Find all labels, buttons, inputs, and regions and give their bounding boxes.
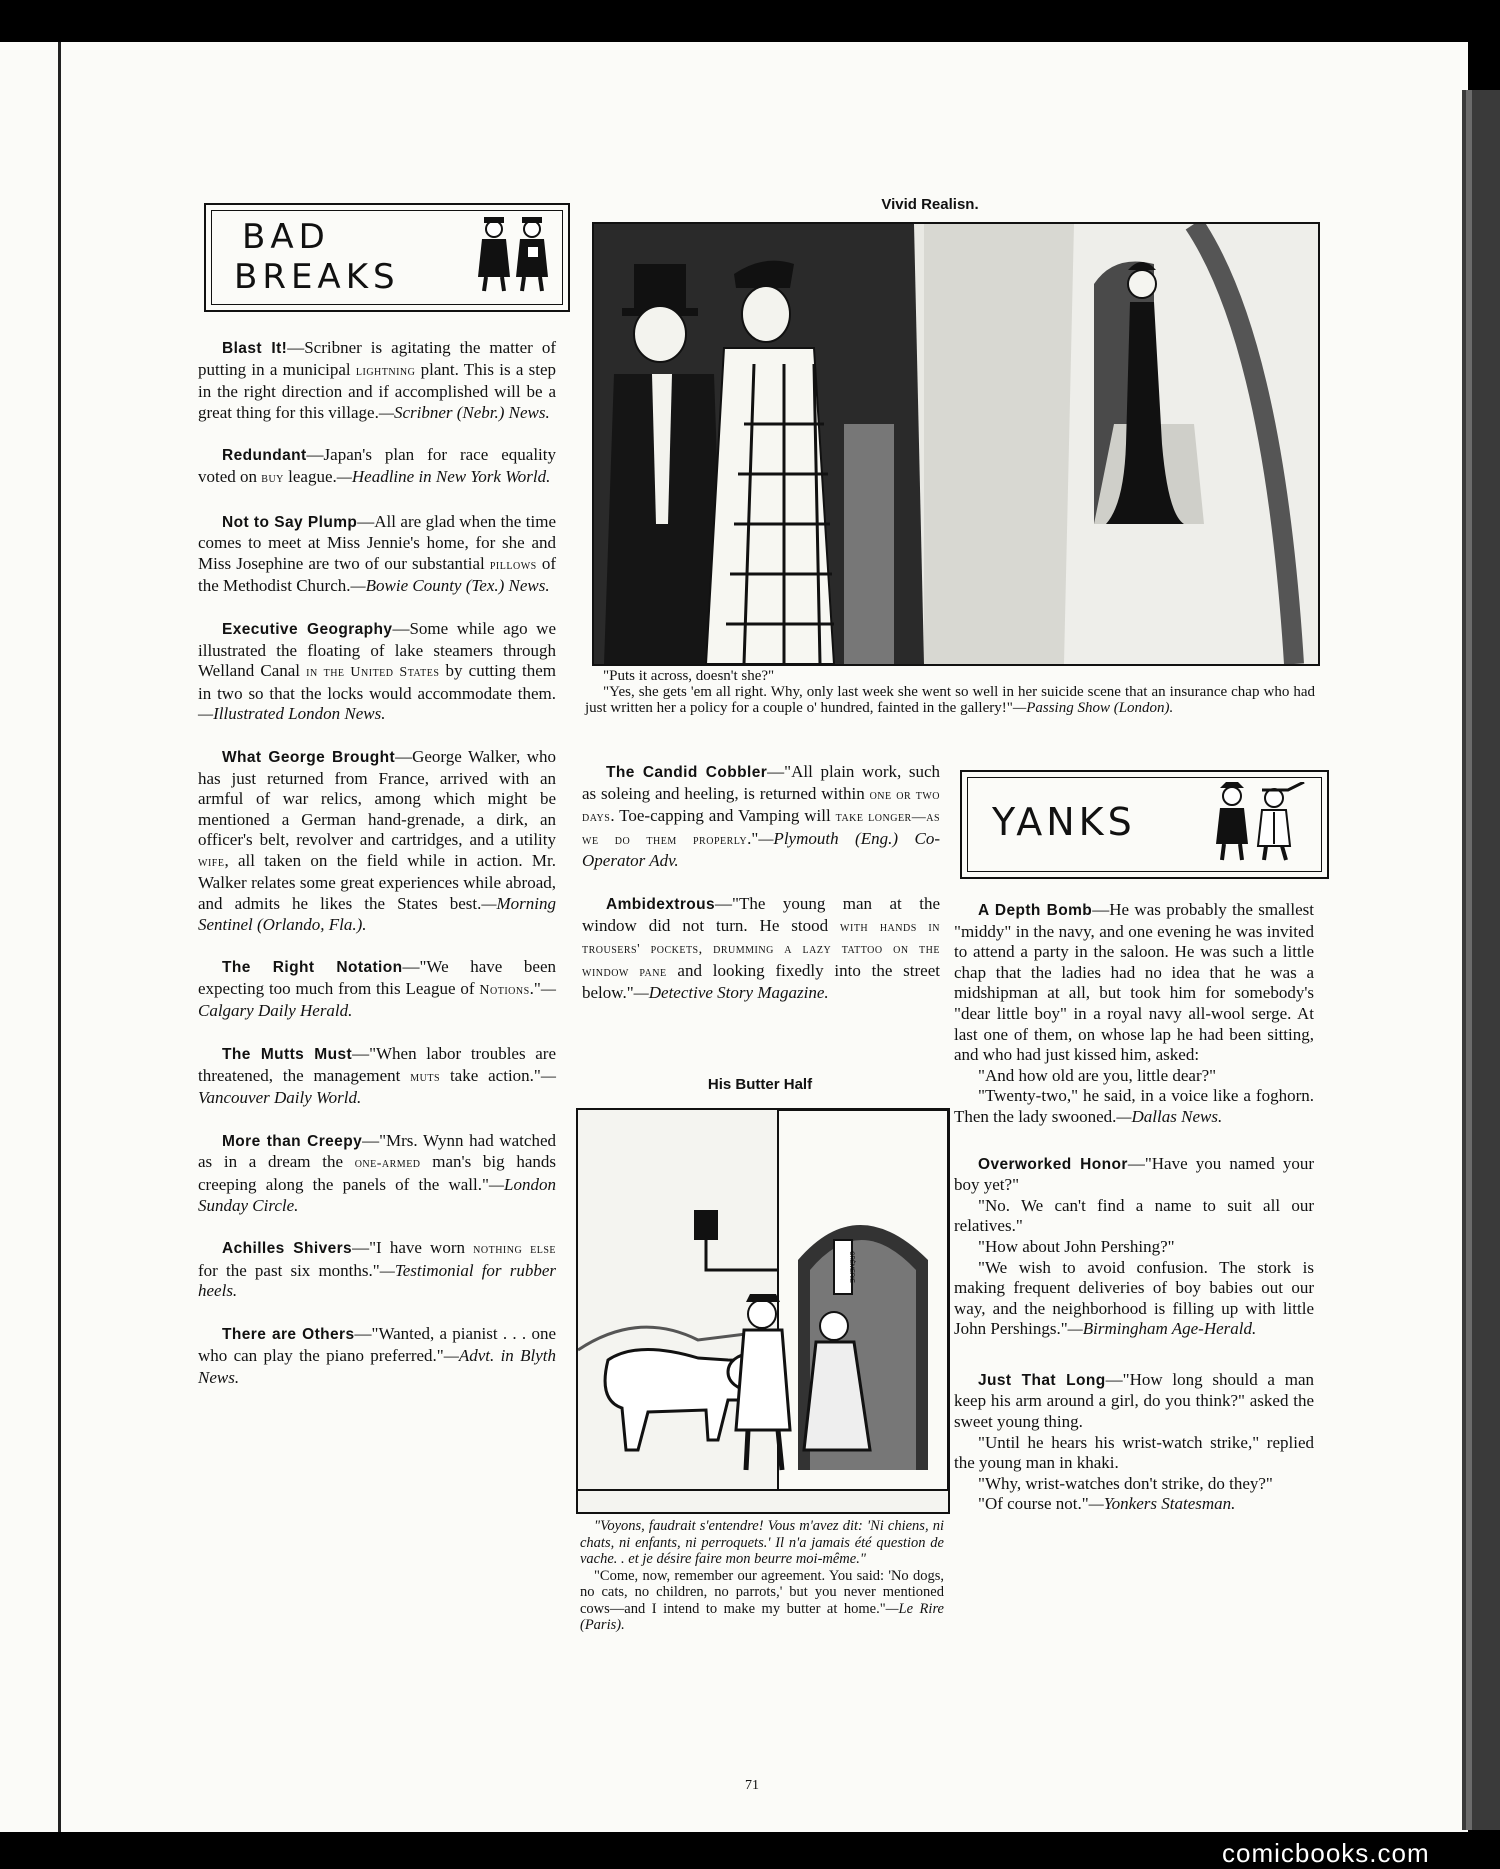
left-column: [198, 338, 556, 1411]
list-item-line: "How about John Pershing?": [978, 1236, 1175, 1256]
book-edge: [1462, 90, 1500, 1830]
list-item: The Candid Cobbler—"All plain work, such as soleing and heeling, is returned within one or two days. Toe-capping and Vamping will take longer—as we do them properly."—Plymouth (Eng.) Co-Operator Adv.: [582, 762, 941, 871]
yanks-header: [960, 770, 1329, 879]
shop-sign-text: CRÈMERIE: [848, 1251, 854, 1283]
watermark: comicbooks.com: [1222, 1838, 1430, 1868]
cartoon-top-title: Vivid Realisn.: [881, 196, 979, 213]
list-item: Achilles Shivers—"I have worn nothing else for the past six months."—Testimonial for rubber heels.: [198, 1238, 556, 1301]
list-item: Redundant—Japan's plan for race equality voted on buy league.—Headline in New York World.: [198, 445, 556, 486]
list-item-line: "Until he hears his wrist-watch strike," replied the young man in khaki.: [954, 1432, 1314, 1473]
page-number: 71: [745, 1778, 759, 1793]
caption-line-1: "Puts it across, doesn't she?": [603, 668, 775, 684]
caption-french: "Voyons, faudrait s'entendre! Vous m'avez dit: 'Ni chiens, ni chats, ni enfants, ni perroquets.' Il n'a jamais été question de vache. . et je désire faire mon beurre moi-même.": [580, 1518, 944, 1567]
list-item: Just That Long—"How long should a man keep his arm around a girl, do you think?" asked the sweet young thing.: [954, 1369, 1314, 1432]
list-item: The Right Notation—"We have been expecting too much from this League of Notions."—Calgary Daily Herald.: [198, 957, 556, 1021]
cartoon-bottom-caption: [580, 1518, 944, 1634]
list-item-line: "No. We can't find a name to suit all our relatives.": [954, 1195, 1314, 1236]
yanks-figures-illustration: [1208, 782, 1312, 862]
list-item: What George Brought—George Walker, who has just returned from France, arrived with an armful of war relics, among which might be mentioned a German hand-grenade, a dirk, an officer's belt, revolver and cartridges, and a utility wife, all taken on the field while in action. Mr. Walker relates some great experiences while abroad, and admits he likes the States best.—Morning Sentinel (Orlando, Fla.).: [198, 746, 556, 934]
list-item: A Depth Bomb—He was probably the smallest "middy" in the navy, and one evening he was invited to attend a party in the saloon. He was such a little chap that the ladies had no idea that he was a midshipman at all, but took him for somebody's "dear little boy" in a royal navy all-wool serge. At last one of them, on whose lap he had been sitting, and who had just kissed him, asked:: [954, 900, 1314, 1065]
bad-breaks-figures-illustration: [474, 215, 554, 293]
caption-english: "Come, now, remember our agreement. You said: 'No dogs, no cats, no children, no parrots,' but you never mentioned cows—and I intend to make my butter at home."—Le Rire (Paris).: [580, 1567, 944, 1633]
cartoon-bottom-image: [576, 1108, 950, 1514]
list-item: The Mutts Must—"When labor troubles are threatened, the management muts take action."—Vancouver Daily World.: [198, 1044, 556, 1108]
list-item: Executive Geography—Some while ago we illustrated the floating of lake steamers through Welland Canal in the United States by cutting them in two so that the locks would accommodate them.—Illustrated London News.: [198, 618, 557, 724]
caption-line-2: "Yes, she gets 'em all right. Why, only last week she went so well in her suicide scene that an insurance chap who had just written her a policy for a couple o' hundred, fainted in the gallery!"—Passing Show (London).: [585, 684, 1315, 716]
list-item: More than Creepy—"Mrs. Wynn had watched as in a dream the one-armed man's big hands creeping along the panels of the wall."—London Sunday Circle.: [198, 1130, 556, 1215]
middle-column: [582, 762, 940, 1026]
list-item: There are Others—"Wanted, a pianist . . . one who can play the piano preferred."—Advt. in Blyth News.: [198, 1323, 556, 1388]
bad-breaks-line1: BAD: [242, 217, 330, 257]
page-spine: [58, 42, 61, 1832]
theatre-scene-illustration: [594, 224, 1318, 664]
right-column: [954, 900, 1314, 1515]
list-item-line: "Twenty-two," he said, in a voice like a foghorn. Then the lady swooned.—Dallas News.: [954, 1086, 1314, 1126]
list-item: Overworked Honor—"Have you named your boy yet?": [954, 1153, 1314, 1195]
bad-breaks-header: [204, 203, 570, 312]
list-item: Not to Say Plump—All are glad when the time comes to meet at Miss Jennie's home, for she and Miss Josephine are two of our substantial pillows of the Methodist Church.—Bowie County (Tex.) News.: [198, 511, 556, 596]
cartoon-top-image: [592, 222, 1320, 666]
cartoon-top-caption: [585, 668, 1315, 716]
list-item-line: "Of course not."—Yonkers Statesman.: [978, 1494, 1236, 1514]
list-item-line: "Why, wrist-watches don't strike, do they?": [978, 1473, 1273, 1493]
cartoon-bottom-title: His Butter Half: [707, 1076, 813, 1093]
yanks-title: YANKS: [992, 800, 1136, 844]
list-item: Ambidextrous—"The young man at the window did not turn. He stood with hands in trousers' pockets, drumming a lazy tattoo on the window pane and looking fixedly into the street below."—Detective Story Magazine.: [582, 893, 940, 1003]
list-item: Blast It!—Scribner is agitating the matter of putting in a municipal lightning plant. This is a step in the right direction and if accomplished will be a great thing for this village.—Scribner (Nebr.) News.: [198, 338, 556, 422]
list-item-line: "And how old are you, little dear?": [978, 1065, 1217, 1085]
bad-breaks-line2: BREAKS: [234, 257, 400, 297]
list-item-line: "We wish to avoid confusion. The stork is making frequent deliveries of boy babies out our way, and the neighborhood is filling up with little John Pershings."—Birmingham Age-Herald.: [954, 1257, 1314, 1339]
creamery-cow-illustration: [578, 1110, 948, 1512]
